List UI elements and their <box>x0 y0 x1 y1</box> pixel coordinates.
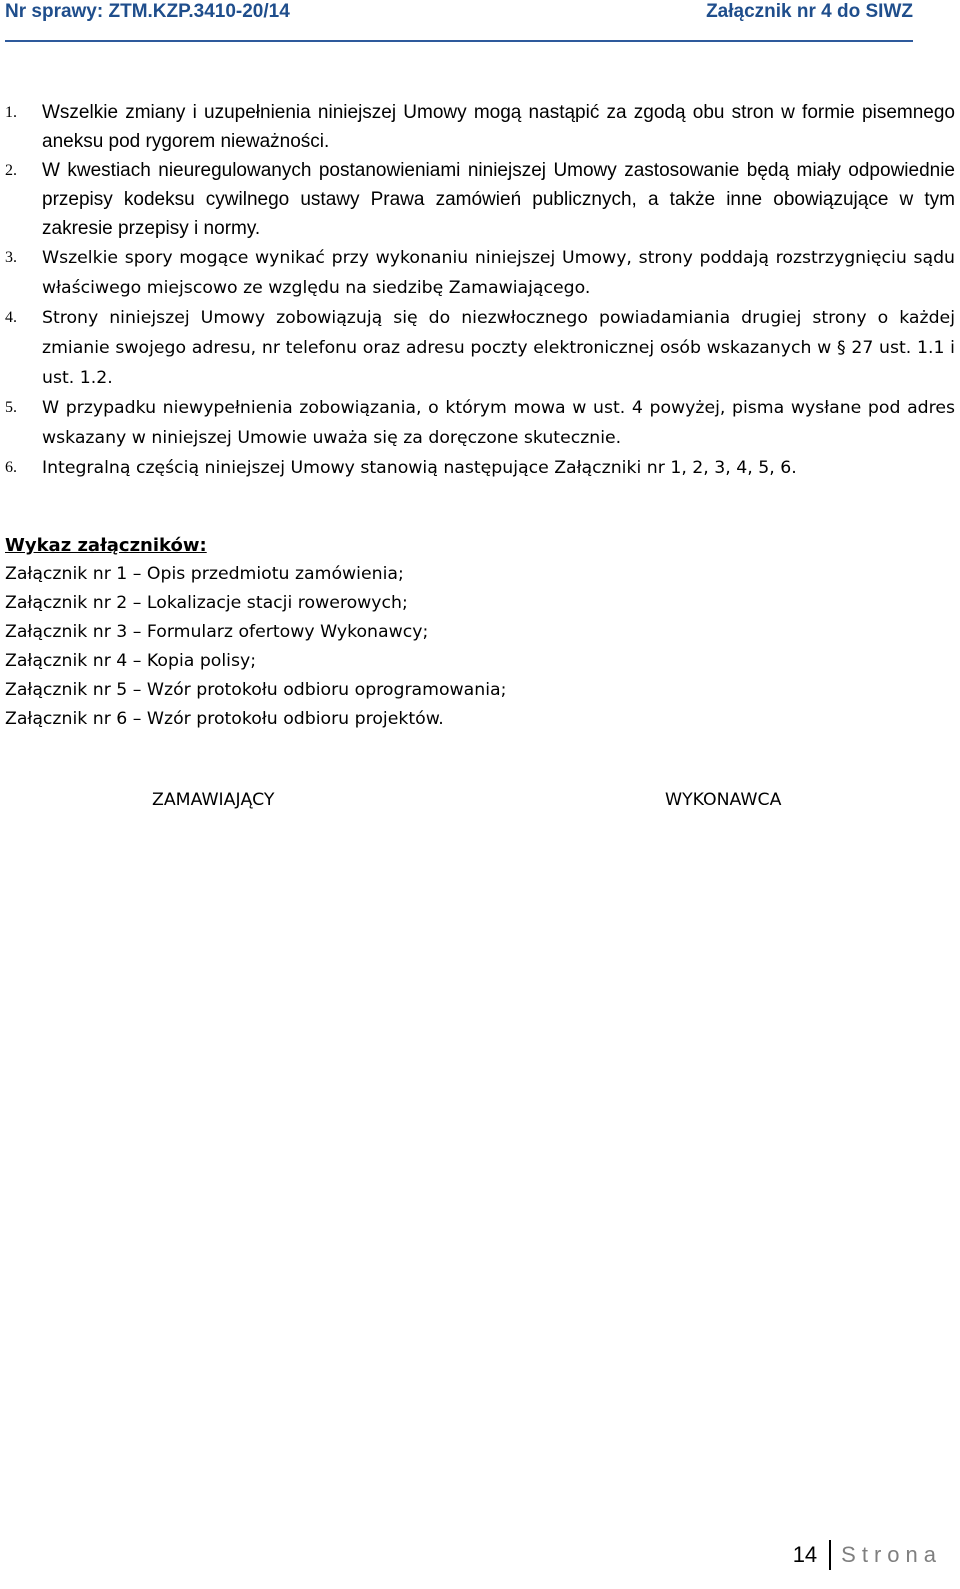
attachment-item: Załącznik nr 5 – Wzór protokołu odbioru oprogramowania; <box>5 680 507 700</box>
footer-divider <box>829 1540 831 1570</box>
attachments-heading: Wykaz załączników: <box>5 535 207 556</box>
clause-number: 3. <box>5 249 17 266</box>
clause-item <box>5 453 955 483</box>
attachment-label: Załącznik nr 4 do SIWZ <box>706 1 913 22</box>
attachment-item: Załącznik nr 2 – Lokalizacje stacji rowerowych; <box>5 593 408 613</box>
clause-item <box>5 243 955 303</box>
clause-item <box>5 303 955 393</box>
clause-number: 1. <box>5 104 17 121</box>
page-footer <box>793 1540 942 1570</box>
page-header <box>5 0 913 42</box>
clause-item <box>5 393 955 453</box>
page-label: Strona <box>841 1542 942 1567</box>
signature-contractor: WYKONAWCA <box>665 790 782 810</box>
clause-item <box>5 98 955 156</box>
page-number: 14 <box>792 1542 818 1567</box>
clause-text: Wszelkie spory mogące wynikać przy wykonaniu niniejszej Umowy, strony poddają rozstrzygnięciu sądu właściwego miejscowo ze względu na siedzibę Zamawiającego. <box>42 248 955 298</box>
clause-text: W kwestiach nieuregulowanych postanowieniami niniejszej Umowy zastosowanie będą miały odpowiednie przepisy kodeksu cywilnego ustawy Prawa zamówień publicznych, a także inne obowiązujące w tym zakresie przepisy i normy. <box>42 160 955 239</box>
attachment-item: Załącznik nr 4 – Kopia polisy; <box>5 651 257 671</box>
clause-text: Integralną częścią niniejszej Umowy stanowią następujące Załączniki nr 1, 2, 3, 4, 5, 6. <box>42 458 797 478</box>
attachment-item: Załącznik nr 3 – Formularz ofertowy Wykonawcy; <box>5 622 429 642</box>
clause-text: W przypadku niewypełnienia zobowiązania, o którym mowa w ust. 4 powyżej, pisma wysłane pod adres wskazany w niniejszej Umowie uważa się za doręczone skutecznie. <box>42 398 955 448</box>
clause-text: Strony niniejszej Umowy zobowiązują się do niezwłocznego powiadamiania drugiej strony o każdej zmianie swojego adresu, nr telefonu oraz adresu poczty elektronicznej osób wskazanych w § 27 ust. 1.1 i ust. 1.2. <box>42 308 955 388</box>
attachment-item: Załącznik nr 1 – Opis przedmiotu zamówienia; <box>5 564 404 584</box>
case-number: Nr sprawy: ZTM.KZP.3410-20/14 <box>5 1 290 22</box>
clause-text: Wszelkie zmiany i uzupełnienia niniejszej Umowy mogą nastąpić za zgodą obu stron w formie pisemnego aneksu pod rygorem nieważności. <box>42 102 955 152</box>
clause-number: 5. <box>5 399 17 416</box>
attachment-item: Załącznik nr 6 – Wzór protokołu odbioru projektów. <box>5 709 444 729</box>
clause-number: 6. <box>5 459 17 476</box>
signature-ordering-party: ZAMAWIAJĄCY <box>152 790 275 810</box>
clause-item <box>5 156 955 243</box>
clause-number: 2. <box>5 162 17 179</box>
attachments-list <box>5 531 705 734</box>
clause-number: 4. <box>5 309 17 326</box>
clauses-list <box>5 98 955 483</box>
